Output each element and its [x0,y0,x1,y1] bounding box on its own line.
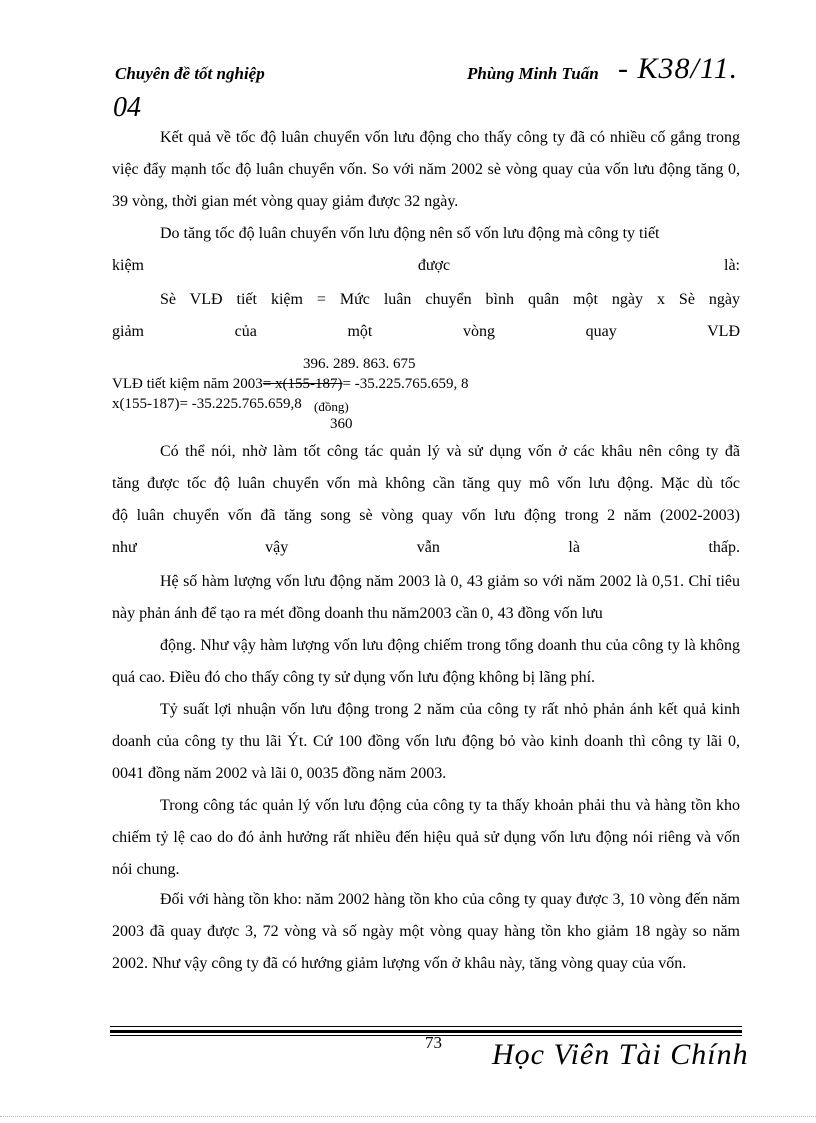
paragraph-7: Trong công tác quản lý vốn lưu động của công ty ta thấy khoản phải thu và hàng tồn kho chiếm tỷ lệ cao do đó ảnh hưởng rất nhiều đến hiệu quả sử dụng vốn lưu động nói riêng và vốn nói chung. [112,797,740,878]
paragraph-8: Đối với hàng tồn kho: năm 2002 hàng tồn kho của công ty quay được 3, 10 vòng đến năm 2003 đã quay được 3, 72 vòng và số ngày một vòng quay hàng tồn kho giảm 18 ngày so năm 2002. Như vậy công ty đã có hướng giảm lượng vốn ở khâu này, tăng vòng quay của vốn. [112,891,740,972]
formula-unit: (đồng) [314,399,349,414]
paragraph-5: Hệ số hàm lượng vốn lưu động năm 2003 là 0, 43 giảm so với năm 2002 là 0,51. Chỉ tiêu này phản ánh để tạo ra mét đồng doanh thu năm2003 cần 0, 43 đồng vốn lưu [112,573,740,622]
formula-result: = -35.225.765.659, 8 [342,376,469,392]
formula-struck: = x(155-187) [262,376,343,392]
page-bottom-divider [0,1116,816,1117]
paragraph-4-line-1: Có thể nói, nhờ làm tốt công tác quản lý và sử dụng vốn ở các khâu nên công ty đã [160,443,740,460]
formula-numerator: 396. 289. 863. 675 [303,356,416,372]
paragraph-6: Tỷ suất lợi nhuận vốn lưu động trong 2 năm của công ty rất nhỏ phản ánh kết quả kinh doanh của công ty thu lãi Ýt. Cứ 100 đồng vốn lưu động bỏ vào kinh doanh thì công ty lãi 0, 0041 đồng năm 2002 và lãi 0, 0035 đồng năm 2003. [112,701,740,782]
paragraph-4-line-2: tăng được tốc độ luân chuyển vốn mà không cần tăng quy mô vốn lưu động. Mặc dù tốc [112,475,740,492]
footer-institution: Học Viên Tài Chính [492,1038,749,1071]
header-class-suffix: 04 [113,92,141,123]
header-dash: - [618,52,629,85]
paragraph-2-line-1: Do tăng tốc độ luân chuyển vốn lưu động nên số vốn lưu động mà công ty tiết [160,225,660,242]
header-class: K38/11. [637,52,739,85]
footer-rule-top [110,1026,742,1027]
paragraph-1: Kết quả về tốc độ luân chuyển vốn lưu động cho thấy công ty đã có nhiều cố gắng trong việc đẩy mạnh tốc độ luân chuyển vốn. So với năm 2002 sè vòng quay của vốn lưu động tăng 0, 39 vòng, thời gian mét vòng quay giảm được 32 ngày. [112,129,740,210]
paragraph-5-continued: động. Như vậy hàm lượng vốn lưu động chiếm trong tổng doanh thu của công ty là không quá cao. Điều đó cho thấy công ty sử dụng vốn lưu động không bị lãng phí. [112,637,740,686]
header-title: Chuyên đề tốt nghiệp [115,64,265,83]
formula-denominator: 360 [330,416,353,432]
paragraph-3-line-2: giảm của một vòng quay VLĐ [112,323,740,340]
paragraph-4-line-3: độ luân chuyển vốn đã tăng song sè vòng quay vốn lưu động trong 2 năm (2002-2003) [112,507,740,524]
formula-line-2: x(155-187)= -35.225.765.659,8 [112,396,302,412]
page-number: 73 [425,1033,442,1052]
formula-line [112,376,468,393]
paragraph-3-line-1: Sè VLĐ tiết kiệm = Mức luân chuyển bình quân một ngày x Sè ngày [160,291,740,308]
header-class-code [618,52,738,86]
paragraph-2-line-2: kiệm được là: [112,257,740,274]
formula-prefix: VLĐ tiết kiệm năm 2003 [112,376,263,392]
paragraph-4-line-4: như vậy vẫn là thấp. [112,539,740,556]
header-author: Phùng Minh Tuấn [467,64,599,83]
